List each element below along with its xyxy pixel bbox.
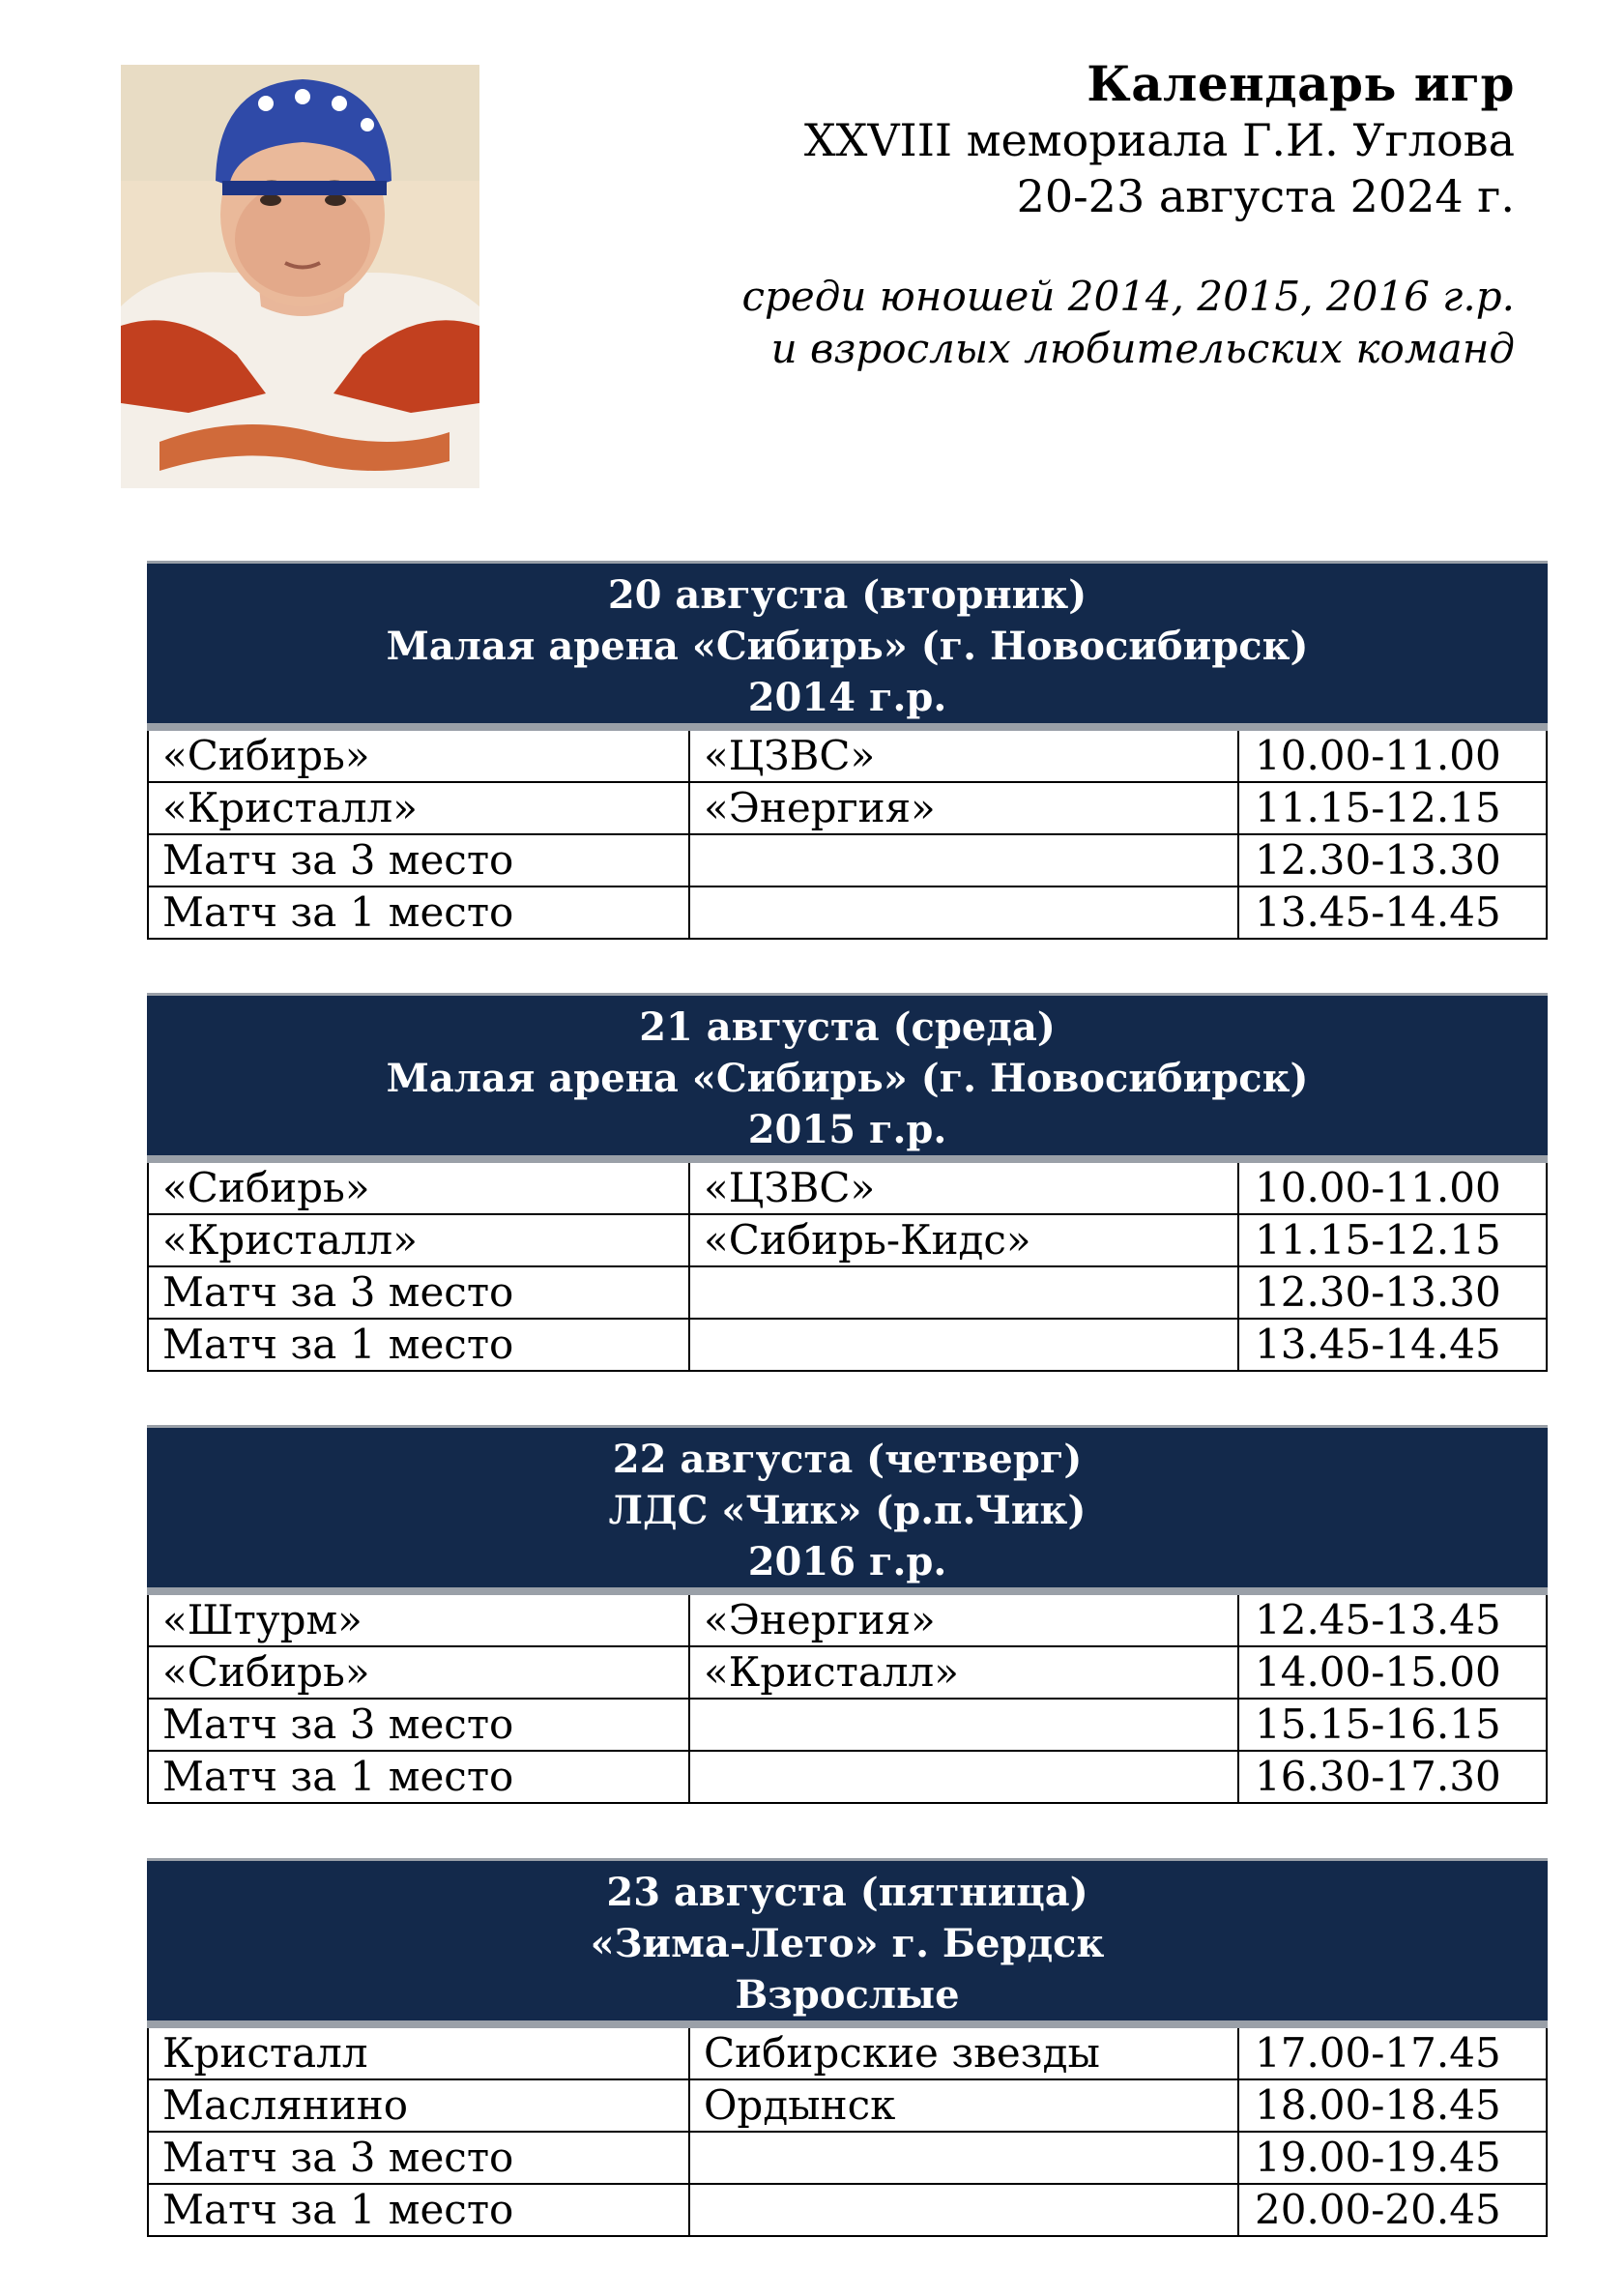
day-group: Взрослые [735, 1972, 960, 2018]
table-row [148, 2132, 1547, 2184]
day-date: 21 августа (среда) [639, 1004, 1056, 1050]
team1-cell: Матч за 3 место [148, 1266, 689, 1319]
time-cell: 10.00-11.00 [1238, 727, 1547, 782]
team1-cell: Матч за 1 место [148, 2184, 689, 2236]
team1-cell: «Сибирь» [148, 1646, 689, 1699]
time-cell: 14.00-15.00 [1238, 1646, 1547, 1699]
team1-cell: «Кристалл» [148, 1214, 689, 1266]
team2-cell: «Энергия» [689, 782, 1238, 834]
table-row [148, 2079, 1547, 2132]
day-venue: Малая арена «Сибирь» (г. Новосибирск) [386, 624, 1309, 669]
team1-cell: «Штурм» [148, 1591, 689, 1646]
team1-cell: Матч за 1 место [148, 1319, 689, 1371]
team2-cell [689, 1699, 1238, 1751]
day-group: 2014 г.р. [747, 675, 947, 720]
subtitle-line-2: и взрослых любительских команд [770, 325, 1515, 372]
day-date: 23 августа (пятница) [606, 1870, 1088, 1915]
table-row [148, 1319, 1547, 1371]
time-cell: 12.30-13.30 [1238, 834, 1547, 886]
portrait-photo [121, 65, 479, 488]
schedule-table-day-1 [147, 561, 1548, 940]
team1-cell: Матч за 3 место [148, 834, 689, 886]
day-venue: «Зима-Лето» г. Бердск [590, 1921, 1105, 1966]
team1-cell: Матч за 1 место [148, 886, 689, 939]
time-cell: 12.45-13.45 [1238, 1591, 1547, 1646]
table-row [148, 1646, 1547, 1699]
memorial-title: XXVIII мемориала Г.И. Углова [803, 114, 1515, 166]
team1-cell: «Сибирь» [148, 1159, 689, 1214]
time-cell: 11.15-12.15 [1238, 782, 1547, 834]
day-venue: ЛДС «Чик» (р.п.Чик) [608, 1488, 1087, 1533]
table-row [148, 1214, 1547, 1266]
table-row [148, 1751, 1547, 1803]
time-cell: 15.15-16.15 [1238, 1699, 1547, 1751]
day-group: 2015 г.р. [747, 1107, 947, 1152]
day-header [148, 995, 1547, 1160]
title-block [645, 56, 1515, 375]
day-date: 22 августа (четверг) [612, 1437, 1083, 1482]
time-cell: 17.00-17.45 [1238, 2024, 1547, 2079]
team1-cell: Матч за 3 место [148, 1699, 689, 1751]
table-row [148, 1266, 1547, 1319]
table-row [148, 782, 1547, 834]
team1-cell: «Кристалл» [148, 782, 689, 834]
time-cell: 12.30-13.30 [1238, 1266, 1547, 1319]
table-row [148, 1591, 1547, 1646]
team2-cell: «Кристалл» [689, 1646, 1238, 1699]
team2-cell: «ЦЗВС» [689, 1159, 1238, 1214]
team1-cell: Матч за 3 место [148, 2132, 689, 2184]
team1-cell: Матч за 1 место [148, 1751, 689, 1803]
time-cell: 10.00-11.00 [1238, 1159, 1547, 1214]
table-row [148, 834, 1547, 886]
table-row [148, 2184, 1547, 2236]
team2-cell [689, 1751, 1238, 1803]
team2-cell [689, 834, 1238, 886]
team2-cell [689, 886, 1238, 939]
team2-cell [689, 1319, 1238, 1371]
day-venue: Малая арена «Сибирь» (г. Новосибирск) [386, 1056, 1309, 1101]
team1-cell: Кристалл [148, 2024, 689, 2079]
time-cell: 18.00-18.45 [1238, 2079, 1547, 2132]
table-row [148, 1159, 1547, 1214]
team2-cell [689, 2184, 1238, 2236]
time-cell: 20.00-20.45 [1238, 2184, 1547, 2236]
day-header [148, 1860, 1547, 2025]
table-row [148, 1699, 1547, 1751]
team1-cell: Маслянино [148, 2079, 689, 2132]
table-row [148, 2024, 1547, 2079]
page-title: Календарь игр [1087, 55, 1515, 112]
day-header [148, 1427, 1547, 1592]
day-header [148, 563, 1547, 728]
event-dates: 20-23 августа 2024 г. [1016, 170, 1515, 222]
subtitle-line-1: среди юношей 2014, 2015, 2016 г.р. [741, 273, 1515, 320]
team2-cell: Ордынск [689, 2079, 1238, 2132]
day-date: 20 августа (вторник) [607, 572, 1088, 618]
time-cell: 13.45-14.45 [1238, 1319, 1547, 1371]
table-row [148, 886, 1547, 939]
team2-cell: «ЦЗВС» [689, 727, 1238, 782]
day-group: 2016 г.р. [747, 1539, 947, 1584]
table-row [148, 727, 1547, 782]
team2-cell: Сибирские звезды [689, 2024, 1238, 2079]
schedule-table-day-4 [147, 1858, 1548, 2237]
team1-cell: «Сибирь» [148, 727, 689, 782]
schedule-table-day-3 [147, 1425, 1548, 1804]
team2-cell [689, 1266, 1238, 1319]
team2-cell [689, 2132, 1238, 2184]
time-cell: 11.15-12.15 [1238, 1214, 1547, 1266]
time-cell: 16.30-17.30 [1238, 1751, 1547, 1803]
team2-cell: «Энергия» [689, 1591, 1238, 1646]
schedule-table-day-2 [147, 993, 1548, 1372]
team2-cell: «Сибирь-Кидс» [689, 1214, 1238, 1266]
time-cell: 19.00-19.45 [1238, 2132, 1547, 2184]
time-cell: 13.45-14.45 [1238, 886, 1547, 939]
